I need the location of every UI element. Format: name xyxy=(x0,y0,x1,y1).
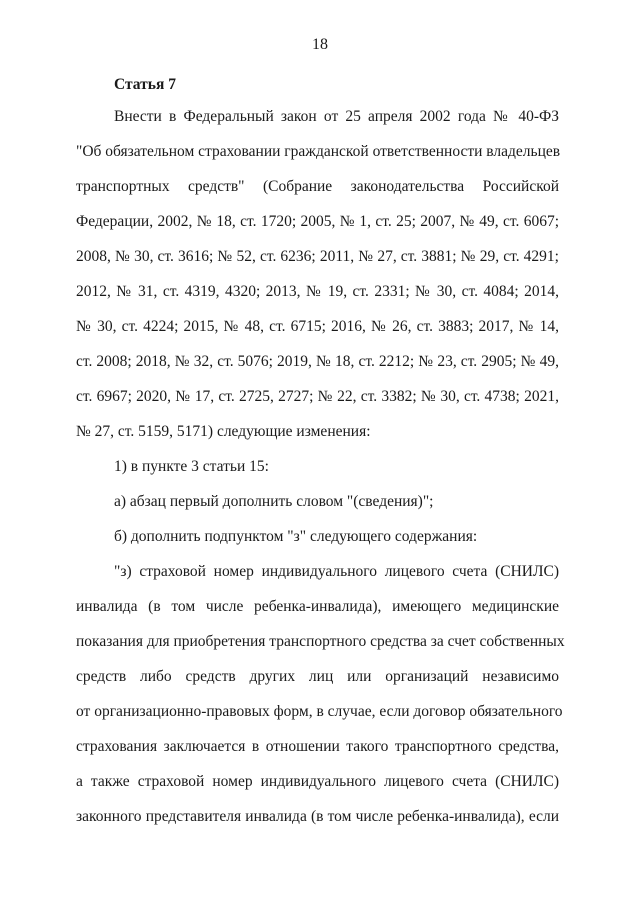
text-line: транспортных средств" (Собрание законодательства Российской xyxy=(76,178,559,195)
text-line: средств либо средств других лиц или организаций независимо xyxy=(76,668,559,685)
text-line: № 30, ст. 4224; 2015, № 48, ст. 6715; 2016, № 26, ст. 3883; 2017, № 14, xyxy=(76,318,559,335)
text-line: показания для приобретения транспортного средства за счет собственных xyxy=(76,633,565,650)
text-line: "Об обязательном страховании гражданской ответственности владельцев xyxy=(76,143,561,160)
text-line: "з) страховой номер индивидуального лицевого счета (СНИЛС) xyxy=(114,563,559,580)
page-number: 18 xyxy=(312,36,328,53)
text-line: а также страховой номер индивидуального лицевого счета (СНИЛС) xyxy=(76,773,559,790)
text-line: 2012, № 31, ст. 4319, 4320; 2013, № 19, ст. 2331; № 30, ст. 4084; 2014, xyxy=(76,283,559,300)
text-line: ст. 6967; 2020, № 17, ст. 2725, 2727; № 22, ст. 3382; № 30, ст. 4738; 2021, xyxy=(76,388,559,405)
text-line: законного представителя инвалида (в том числе ребенка-инвалида), если xyxy=(76,808,559,825)
text-line: от организационно-правовых форм, в случае, если договор обязательного xyxy=(76,703,563,720)
list-item-b: б) дополнить подпунктом "з" следующего содержания: xyxy=(114,528,478,545)
text-line: страхования заключается в отношении такого транспортного средства, xyxy=(76,738,559,755)
text-line: ст. 2008; 2018, № 32, ст. 5076; 2019, № 18, ст. 2212; № 23, ст. 2905; № 49, xyxy=(76,353,559,370)
text-line: 2008, № 30, ст. 3616; № 52, ст. 6236; 2011, № 27, ст. 3881; № 29, ст. 4291; xyxy=(76,248,559,265)
text-line: инвалида (в том числе ребенка-инвалида), имеющего медицинские xyxy=(76,598,559,615)
text-line: Федерации, 2002, № 18, ст. 1720; 2005, № 1, ст. 25; 2007, № 49, ст. 6067; xyxy=(76,213,559,230)
text-line: № 27, ст. 5159, 5171) следующие изменения: xyxy=(76,423,371,440)
text-line: Внести в Федеральный закон от 25 апреля 2002 года № 40-ФЗ xyxy=(114,108,559,125)
article-heading: Статья 7 xyxy=(114,76,176,93)
list-item-1: 1) в пункте 3 статьи 15: xyxy=(114,458,269,475)
list-item-a: а) абзац первый дополнить словом "(сведения)"; xyxy=(114,493,434,510)
